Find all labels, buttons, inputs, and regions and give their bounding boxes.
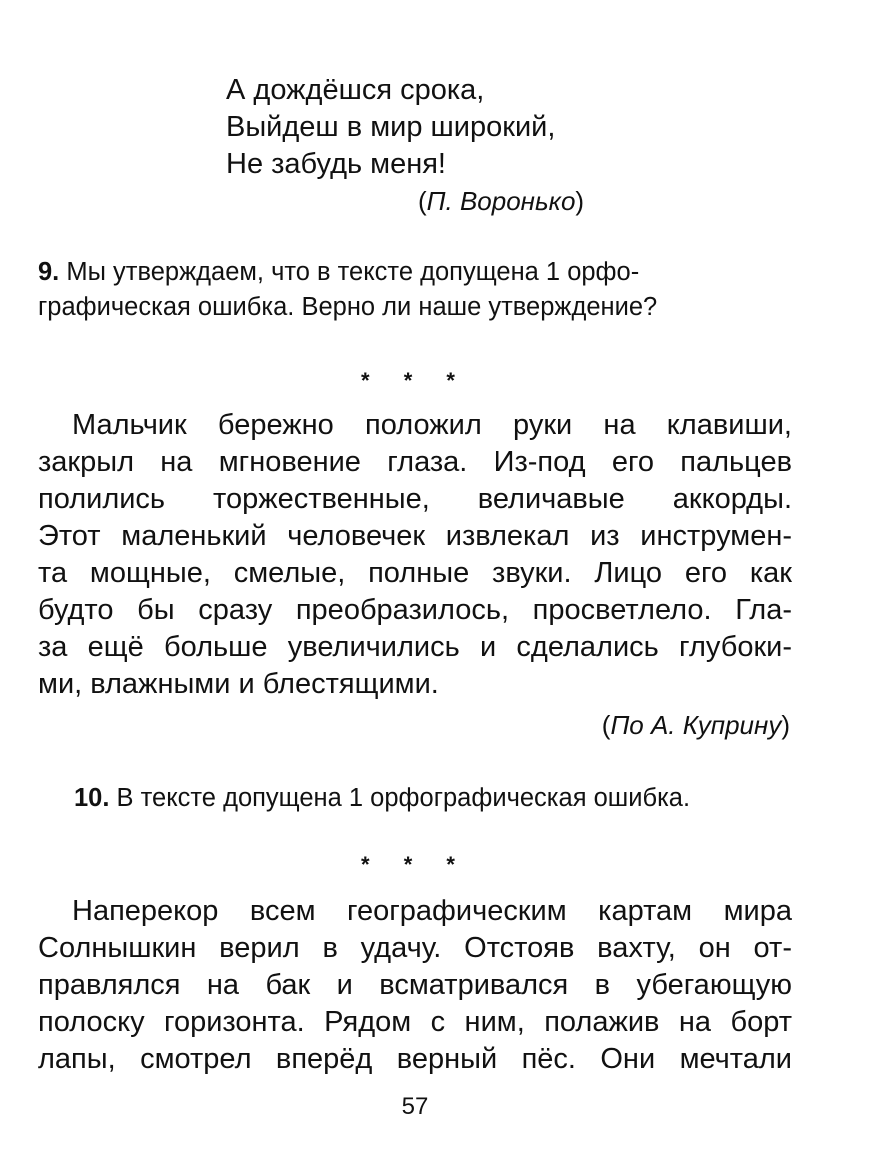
task-text: графическая ошибка. Верно ли наше утверждение? — [38, 293, 658, 321]
poem-line: Не забудь меня! — [226, 148, 446, 180]
excerpt-source-name: По А. Куприну — [610, 710, 782, 740]
text-line: Наперекор всем географическим картам мира — [72, 895, 792, 927]
task-text: Мы утверждаем, что в тексте допущена 1 орфо- — [66, 258, 640, 286]
text-line: Этот маленький человечек извлекал из инструмен- — [38, 520, 792, 552]
excerpt-source: (По А. Куприну) — [601, 710, 790, 740]
text-line: за ещё больше увеличились и сделались глубоки- — [38, 631, 792, 663]
task-number: 9. — [38, 258, 60, 286]
excerpt-kuprin — [38, 407, 792, 703]
section-divider: * * * — [361, 852, 469, 877]
text-line: Мальчик бережно положил руки на клавиши, — [72, 409, 792, 441]
poem-author-name: П. Воронько — [426, 186, 576, 216]
text-line: будто бы сразу преобразилось, просветлело. Гла- — [38, 594, 792, 626]
excerpt-solnyshkin — [38, 893, 792, 1078]
text-line: закрыл на мгновение глаза. Из-под его пальцев — [38, 446, 792, 478]
task-9 — [38, 255, 792, 325]
poem-author: (П. Воронько) — [418, 186, 585, 216]
text-line: ми, влажными и блестящими. — [38, 668, 439, 700]
text-line: та мощные, смелые, полные звуки. Лицо его как — [38, 557, 792, 589]
task-text: В тексте допущена 1 орфографическая ошибка. — [116, 784, 691, 812]
text-line: лапы, смотрел вперёд верный пёс. Они мечтали — [38, 1043, 792, 1075]
text-line: полились торжественные, величавые аккорды. — [38, 483, 792, 515]
text-line: полоску горизонта. Рядом с ним, полажив на борт — [38, 1006, 792, 1038]
section-divider: * * * — [361, 368, 469, 393]
text-line: Солнышкин верил в удачу. Отстояв вахту, он от- — [38, 932, 792, 964]
poem — [226, 72, 555, 183]
text-line: правлялся на бак и всматривался в убегающую — [38, 969, 792, 1001]
poem-line: Выйдеш в мир широкий, — [226, 111, 556, 143]
poem-line: А дождёшся срока, — [226, 74, 485, 106]
task-10 — [74, 781, 828, 816]
task-number: 10. — [74, 784, 110, 812]
page-number: 57 — [401, 1093, 429, 1120]
